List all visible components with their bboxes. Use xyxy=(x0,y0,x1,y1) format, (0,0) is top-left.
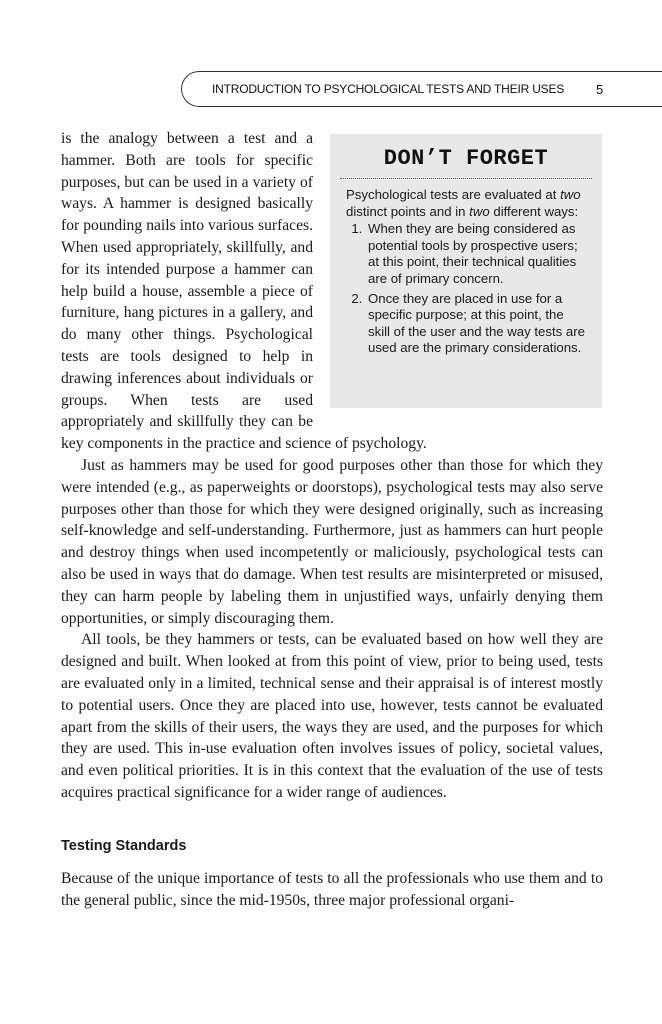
running-header-title: INTRODUCTION TO PSYCHOLOGICAL TESTS AND THEIR USES xyxy=(212,82,565,96)
callout-intro-part: distinct points and in xyxy=(346,203,470,219)
callout-list xyxy=(346,221,586,357)
callout-title: DON’T FORGET xyxy=(383,146,549,171)
callout-intro-part: Psychological tests are evaluated at xyxy=(346,187,561,202)
callout-intro-part: different ways: xyxy=(489,203,579,219)
body-paragraph-1: is the analogy between a test and a hammer. Both are tools for specific purposes, but can be used in a variety of ways. A hammer is designed basically for pounding nails into various surfaces. When used appropriately, skillfully, and for its intended purpose a hammer can help build a house, assemble a piece of furniture, hang pictures in a gallery, and do many other things. Psychological tests are tools designed to help in drawing inferences about individuals or groups. When tests are used appropriately and skillfully they can be key components in the practice and science of psychology. xyxy=(61,130,427,453)
dont-forget-callout xyxy=(330,134,602,408)
body-paragraph-2: Just as hammers may be used for good purposes other than those for which they were intended (e.g., as paperweights or doorstops), psychological tests may also serve purposes other than those for which they were designed originally, such as increasing self-knowledge and self-understanding. Furthermore, just as hammers can hurt people and destroy things when used incompetently or maliciously, psychological tests can also be used in ways that do damage. When test results are misinterpreted or misused, they can harm people by labeling them in unjustified ways, unfairly denying them opportunities, or simply discouraging them. xyxy=(61,456,603,627)
callout-list-item: 2. Once they are placed in use for a specific purpose; at this point, the skill of the user and the way tests are used are the primary considerations. xyxy=(366,291,586,357)
callout-intro-emphasis: two xyxy=(560,187,581,202)
body-paragraph-4: Because of the unique importance of tests to all the professionals who use them and to the general public, since the mid-1950s, three major professional organi- xyxy=(61,869,603,909)
callout-intro xyxy=(346,187,586,220)
callout-list-item: 1. When they are being considered as potential tools by prospective users; at this point, their technical qualities are of primary concern. xyxy=(366,221,586,287)
callout-intro-emphasis: two xyxy=(469,203,490,219)
callout-body xyxy=(346,187,586,357)
section-heading: Testing Standards xyxy=(61,837,187,854)
callout-divider xyxy=(340,178,592,179)
page-number: 5 xyxy=(596,82,604,97)
body-paragraph-3: All tools, be they hammers or tests, can be evaluated based on how well they are designed and built. When looked at from this point of view, prior to being used, tests are evaluated only in a limited, technical sense and their appraisal is of interest mostly to potential users. Once they are placed into use, however, tests cannot be evaluated apart from the skills of their users, the ways they are used, and the purposes for which they are used. This in-use evaluation often involves issues of policy, societal values, and even political priorities. It is in this context that the evaluation of the use of tests acquires practical significance for a wider range of audiences. xyxy=(61,631,603,801)
